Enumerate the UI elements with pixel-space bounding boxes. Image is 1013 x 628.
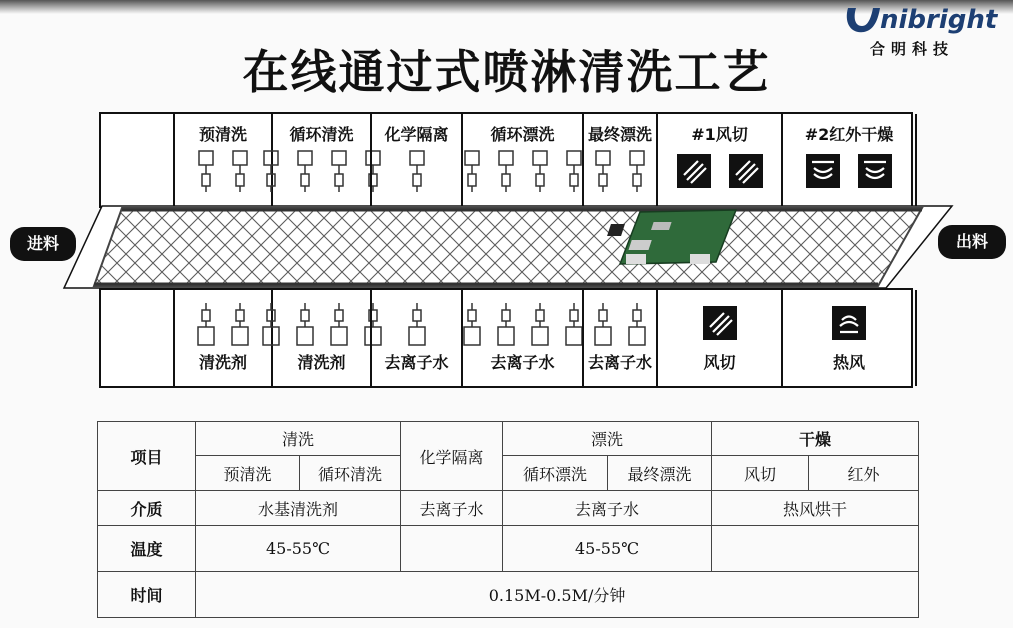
section-label: 去离子水 [384, 353, 449, 372]
table-sub-pre-clean: 预清洗 [196, 456, 300, 491]
outfeed-label: 出料 [938, 225, 1006, 259]
table-header-item: 项目 [98, 422, 196, 491]
table-sub-final-rinse: 最终漂洗 [608, 456, 712, 491]
section-label: 清洗剂 [198, 353, 247, 372]
section-label: 化学隔离 [384, 125, 449, 144]
page-title: 在线通过式喷淋清洗工艺 [242, 45, 771, 99]
section-label: 循环漂洗 [490, 125, 555, 144]
temp-chem [401, 526, 503, 572]
infeed-label: 进料 [10, 227, 76, 261]
table-row-time: 时间 [98, 572, 196, 618]
section-label: 清洗剂 [297, 353, 346, 372]
table-header-chem-isolation: 化学隔离 [401, 422, 503, 491]
unibright-logo-icon [842, 2, 1007, 38]
process-diagram [0, 110, 1013, 390]
medium-clean: 水基清洗剂 [196, 491, 401, 526]
table-row-temperature: 温度 [98, 526, 196, 572]
table-header-dry: 干燥 [712, 422, 919, 456]
table-sub-infrared: 红外 [809, 456, 919, 491]
table-sub-air-knife: 风切 [712, 456, 809, 491]
section-label: 去离子水 [587, 353, 652, 372]
temp-clean: 45-55℃ [196, 526, 401, 572]
temp-rinse: 45-55℃ [503, 526, 712, 572]
table-header-rinse: 漂洗 [503, 422, 712, 456]
mesh-belt [94, 208, 922, 286]
medium-chem: 去离子水 [401, 491, 503, 526]
table-sub-cycle-rinse: 循环漂洗 [503, 456, 608, 491]
time-value: 0.15M-0.5M/分钟 [196, 572, 919, 618]
section-label: 去离子水 [490, 353, 555, 372]
table-sub-cycle-clean: 循环清洗 [300, 456, 401, 491]
section-label: 预清洗 [198, 125, 247, 144]
svg-text:nibright: nibright [880, 5, 998, 35]
section-label: #2红外干燥 [804, 125, 894, 144]
temp-dry [712, 526, 919, 572]
section-label: 循环清洗 [289, 125, 354, 144]
section-label: 风切 [703, 353, 736, 372]
medium-rinse: 去离子水 [503, 491, 712, 526]
medium-dry: 热风烘干 [712, 491, 919, 526]
section-label: 热风 [832, 353, 865, 372]
conveyor-belt [0, 110, 1013, 390]
process-spec-table [97, 421, 919, 618]
brand-chinese-name: 合明科技 [870, 40, 955, 58]
section-label: 最终漂洗 [587, 125, 652, 144]
section-label: #1风切 [691, 125, 748, 144]
table-row-medium: 介质 [98, 491, 196, 526]
table-header-clean: 清洗 [196, 422, 401, 456]
